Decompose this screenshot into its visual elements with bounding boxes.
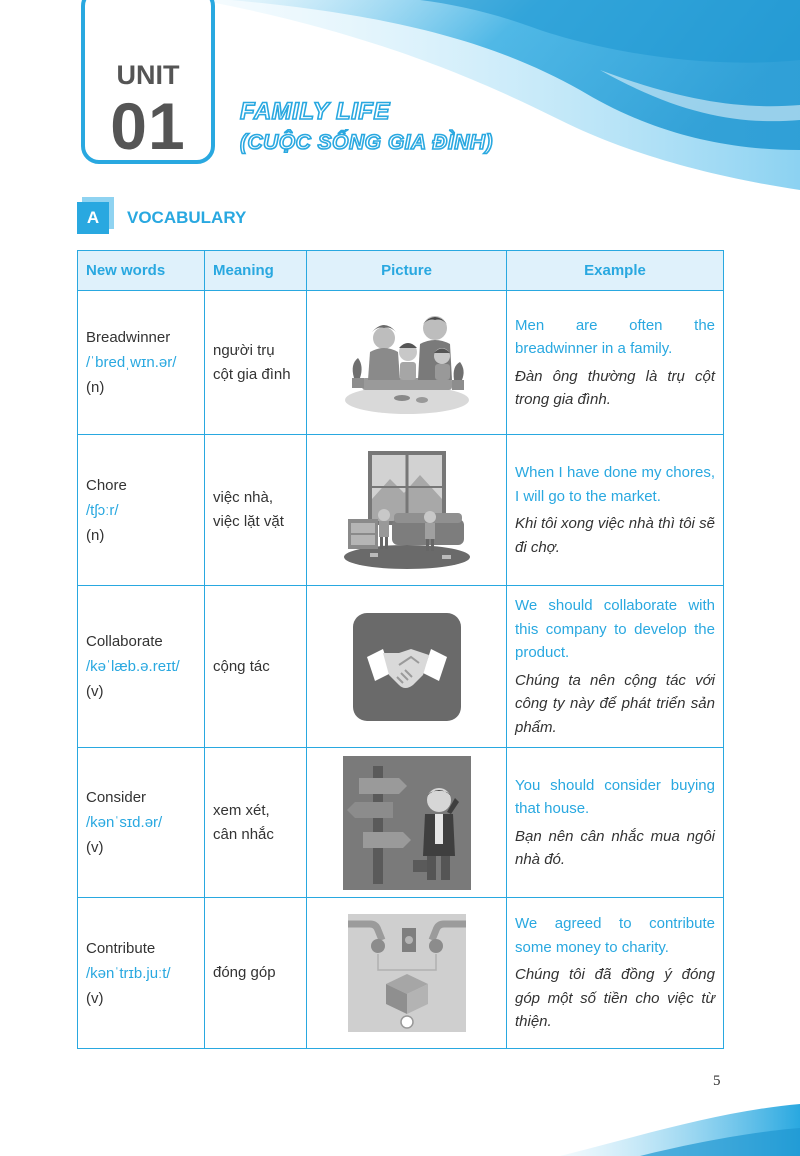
word-part-of-speech: (v) — [86, 839, 104, 856]
table-row — [78, 748, 724, 898]
donation-box-image — [348, 914, 466, 1032]
picture-cell — [307, 435, 507, 586]
word: Consider — [86, 789, 147, 806]
example-english: You should consider buying that house. — [515, 776, 715, 817]
word-cell — [78, 586, 205, 748]
unit-title-vietnamese: (CUỘC SỐNG GIA ĐÌNH) — [240, 131, 494, 154]
meaning-cell: người trụ cột gia đình — [205, 291, 307, 435]
header-meaning: Meaning — [205, 251, 307, 291]
word-part-of-speech: (v) — [86, 683, 104, 700]
unit-label: UNIT — [116, 60, 180, 90]
example-vietnamese: Chúng ta nên cộng tác với công ty này để phát triển sản phẩm. — [515, 671, 715, 736]
example-english: We should collaborate with this company to develop the product. — [515, 597, 715, 661]
word-cell — [78, 291, 205, 435]
word-cell — [78, 748, 205, 898]
meaning-cell: cộng tác — [205, 586, 307, 748]
word: Chore — [86, 476, 127, 494]
word: Collaborate — [86, 633, 163, 650]
word: Breadwinner — [86, 329, 171, 346]
footer-swoosh-decoration — [0, 1096, 800, 1156]
word-cell — [78, 898, 205, 1049]
example-english: When I have done my chores, I will go to the market. — [515, 464, 715, 505]
word-part-of-speech: (n) — [86, 379, 105, 396]
meaning-cell: đóng góp — [205, 898, 307, 1049]
unit-box — [81, 0, 215, 164]
word-cell — [78, 435, 205, 586]
unit-number: 01 — [110, 89, 186, 163]
picture-cell — [307, 586, 507, 748]
table-row — [78, 586, 724, 748]
example-cell — [507, 898, 724, 1049]
example-english: Men are often the breadwinner in a family. — [515, 316, 715, 357]
word-ipa: /tʃɔːr/ — [86, 501, 119, 519]
word: Contribute — [86, 939, 156, 957]
example-vietnamese: Đàn ông thường là trụ cột trong gia đình. — [515, 367, 715, 408]
handshake-icon — [353, 613, 461, 721]
example-cell — [507, 586, 724, 748]
word-ipa: /ˈbredˌwɪn.ər/ — [86, 354, 177, 371]
meaning-cell: việc nhà, việc lặt vặt — [205, 435, 307, 586]
example-english: We agreed to contribute some money to charity. — [515, 915, 715, 956]
word-ipa: /kənˈtrɪb.juːt/ — [86, 964, 171, 982]
picture-cell — [307, 898, 507, 1049]
word-part-of-speech: (n) — [86, 526, 105, 544]
example-cell — [507, 748, 724, 898]
header-picture: Picture — [307, 251, 507, 291]
header-example: Example — [507, 251, 724, 291]
header-new-words: New words — [78, 251, 205, 291]
family-gardening-image — [342, 308, 472, 418]
word-ipa: /kənˈsɪd.ər/ — [86, 814, 163, 831]
picture-cell — [307, 748, 507, 898]
table-row — [78, 435, 724, 586]
page-number: 5 — [713, 1073, 721, 1089]
example-vietnamese: Khi tôi xong việc nhà thì tôi sẽ đi chợ. — [515, 515, 715, 556]
example-vietnamese: Chúng tôi đã đồng ý đóng góp một số tiền cho việc từ thiện. — [515, 966, 715, 1031]
word-ipa: /kəˈlæb.ə.reɪt/ — [86, 658, 180, 675]
example-vietnamese: Bạn nên cân nhắc mua ngôi nhà đó. — [515, 827, 715, 868]
example-cell — [507, 291, 724, 435]
table-header-row — [78, 251, 724, 291]
table-row — [78, 291, 724, 435]
section-badge: A — [77, 202, 109, 234]
table-row — [78, 898, 724, 1049]
meaning-cell: xem xét, cân nhắc — [205, 748, 307, 898]
vocabulary-table — [77, 250, 724, 1049]
section-title: VOCABULARY — [127, 208, 247, 227]
man-at-signpost-image — [343, 756, 471, 890]
example-cell — [507, 435, 724, 586]
word-part-of-speech: (v) — [86, 989, 104, 1007]
kids-cleaning-room-image — [342, 449, 472, 571]
picture-cell — [307, 291, 507, 435]
unit-title-english: FAMILY LIFE — [240, 98, 390, 125]
